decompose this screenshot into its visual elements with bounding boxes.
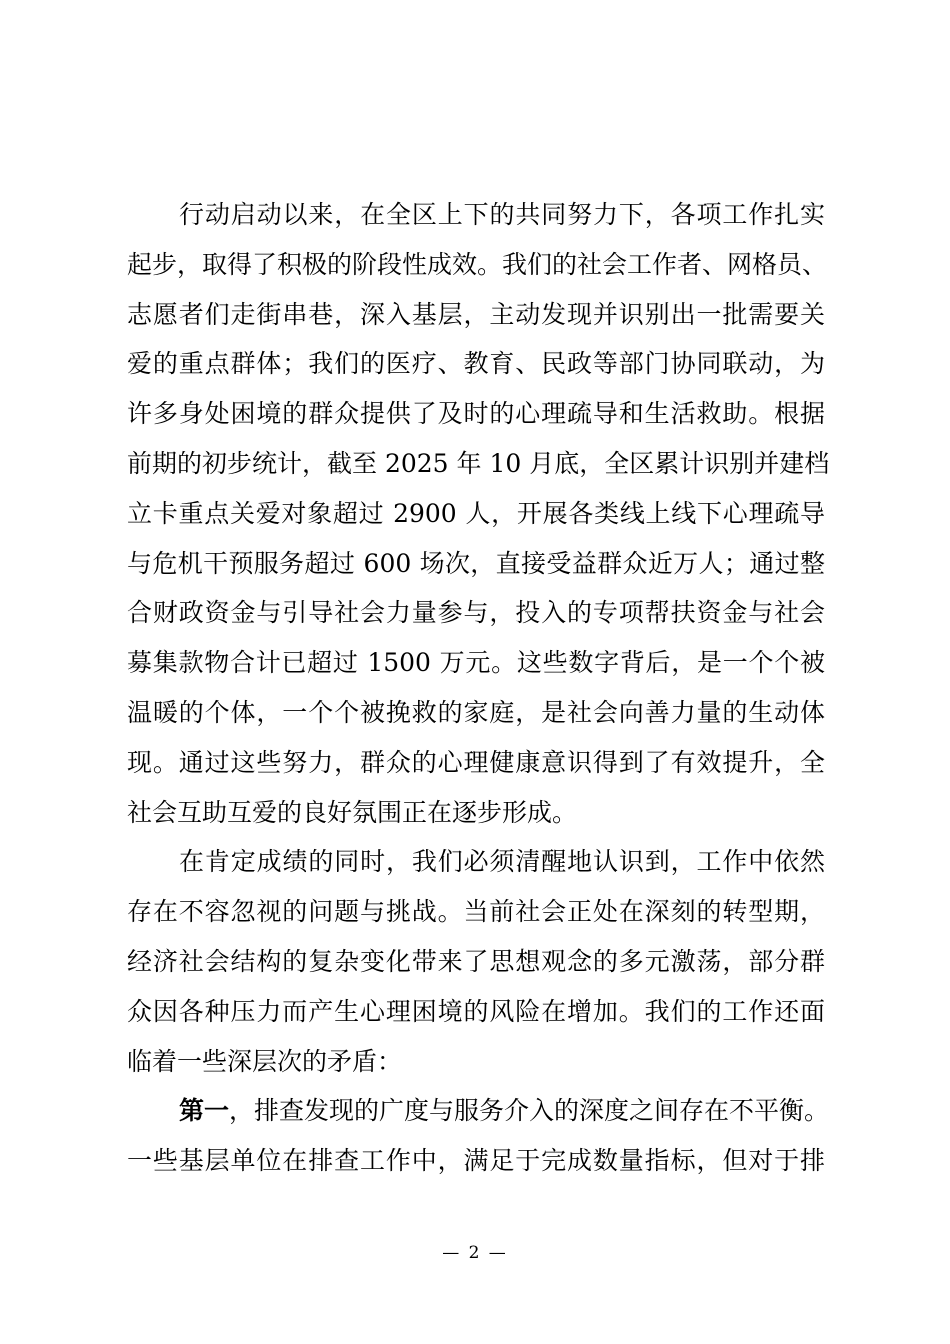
text-line: 存在不容忽视的问题与挑战。当前社会正处在深刻的转型期， bbox=[127, 897, 825, 927]
text-line: 爱的重点群体；我们的医疗、教育、民政等部门协同联动，为 bbox=[127, 349, 825, 379]
text-line: 行动启动以来，在全区上下的共同努力下，各项工作扎实 bbox=[179, 200, 825, 229]
text-line: 与危机干预服务超过 600 场次，直接受益群众近万人；通过整 bbox=[127, 548, 825, 578]
text-line bbox=[127, 1089, 830, 1139]
text-line: 立卡重点关爱对象超过 2900 人，开展各类线上线下心理疏导 bbox=[127, 498, 825, 528]
paragraph-achievements bbox=[127, 193, 830, 840]
text-line: 一些基层单位在排查工作中，满足于完成数量指标，但对于排 bbox=[127, 1146, 825, 1176]
document-body bbox=[127, 193, 830, 1189]
point-heading: 第一 bbox=[179, 1096, 230, 1126]
text-line: 众因各种压力而产生心理困境的风险在增加。我们的工作还面 bbox=[127, 996, 825, 1026]
text-line: 临着一些深层次的矛盾： bbox=[127, 1046, 403, 1076]
text-line: 募集款物合计已超过 1500 万元。这些数字背后，是一个个被 bbox=[127, 648, 825, 678]
point-text: ，排查发现的广度与服务介入的深度之间存在不平衡。 bbox=[229, 1096, 830, 1126]
page-number: — 2 — bbox=[442, 1243, 508, 1263]
text-line: 前期的初步统计，截至 2025 年 10 月底，全区累计识别并建档 bbox=[127, 448, 830, 478]
text-line: 合财政资金与引导社会力量参与，投入的专项帮扶资金与社会 bbox=[127, 598, 825, 628]
text-line: 在肯定成绩的同时，我们必须清醒地认识到，工作中依然 bbox=[179, 847, 825, 877]
text-line: 志愿者们走街串巷，深入基层，主动发现并识别出一批需要关 bbox=[127, 299, 825, 329]
text-line: 社会互助互爱的良好氛围正在逐步形成。 bbox=[127, 797, 578, 827]
text-line: 温暖的个体，一个个被挽救的家庭，是社会向善力量的生动体 bbox=[127, 697, 825, 727]
text-line: 许多身处困境的群众提供了及时的心理疏导和生活救助。根据 bbox=[127, 399, 825, 429]
paragraph-challenges bbox=[127, 840, 825, 1089]
text-line: 现。通过这些努力，群众的心理健康意识得到了有效提升，全 bbox=[127, 747, 825, 777]
text-line: 经济社会结构的复杂变化带来了思想观念的多元激荡，部分群 bbox=[127, 946, 825, 976]
text-line: 起步，取得了积极的阶段性成效。我们的社会工作者、网格员、 bbox=[127, 249, 828, 279]
paragraph-first-point bbox=[127, 1089, 830, 1189]
